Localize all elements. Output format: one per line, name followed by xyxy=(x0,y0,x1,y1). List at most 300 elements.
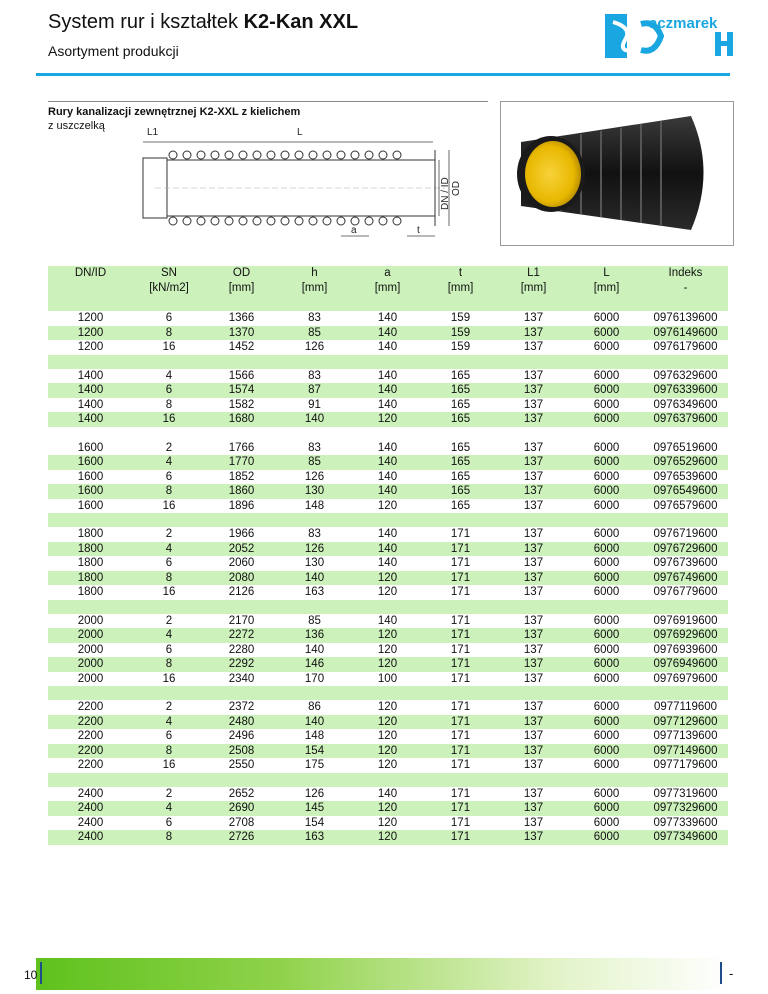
table-cell: 8 xyxy=(133,657,205,672)
table-cell: 140 xyxy=(351,556,424,571)
footer-tick-right xyxy=(720,962,722,984)
table-cell: 137 xyxy=(497,816,570,831)
table-cell: 120 xyxy=(351,643,424,658)
table-cell: 171 xyxy=(424,816,497,831)
table-cell: 6000 xyxy=(570,542,643,557)
table-cell: 120 xyxy=(351,758,424,773)
table-row xyxy=(48,643,728,658)
table-cell: 2170 xyxy=(205,614,278,629)
table-row xyxy=(48,470,728,485)
table-cell: 6000 xyxy=(570,758,643,773)
table-cell: 6 xyxy=(133,383,205,398)
table-row xyxy=(48,398,728,413)
table-cell: 2372 xyxy=(205,700,278,715)
table-cell: 1582 xyxy=(205,398,278,413)
table-cell: 140 xyxy=(351,455,424,470)
table-row xyxy=(48,499,728,514)
table-cell: 0977139600 xyxy=(643,729,728,744)
table-cell: 0977149600 xyxy=(643,744,728,759)
table-cell: 165 xyxy=(424,412,497,427)
header-cell: [mm] xyxy=(570,281,643,296)
table-cell: 6000 xyxy=(570,556,643,571)
table-cell: 1600 xyxy=(48,470,133,485)
table-cell: 87 xyxy=(278,383,351,398)
table-cell: 8 xyxy=(133,398,205,413)
table-cell: 140 xyxy=(351,470,424,485)
table-cell: 6000 xyxy=(570,729,643,744)
table-cell: 140 xyxy=(278,715,351,730)
header-row xyxy=(48,296,728,311)
table-cell: 171 xyxy=(424,556,497,571)
header-cell: t xyxy=(424,266,497,281)
header-cell xyxy=(48,296,133,311)
table-cell: 2496 xyxy=(205,729,278,744)
table-cell: 137 xyxy=(497,700,570,715)
table-cell: 171 xyxy=(424,715,497,730)
table-cell: 0976179600 xyxy=(643,340,728,355)
table-cell: 165 xyxy=(424,383,497,398)
table-cell: 137 xyxy=(497,571,570,586)
table-cell: 0977319600 xyxy=(643,787,728,802)
table-cell: 2 xyxy=(133,441,205,456)
table-cell: 1860 xyxy=(205,484,278,499)
header-cell: [kN/m2] xyxy=(133,281,205,296)
table-cell: 2000 xyxy=(48,628,133,643)
header-cell xyxy=(351,296,424,311)
table-cell: 6000 xyxy=(570,657,643,672)
table-cell: 6000 xyxy=(570,585,643,600)
table-cell: 145 xyxy=(278,801,351,816)
table-cell: 0976529600 xyxy=(643,455,728,470)
table-cell: 140 xyxy=(351,787,424,802)
table-cell: 4 xyxy=(133,801,205,816)
table-cell: 1200 xyxy=(48,326,133,341)
table-row xyxy=(48,729,728,744)
table-cell: 1452 xyxy=(205,340,278,355)
table-cell: 0976149600 xyxy=(643,326,728,341)
table-cell: 120 xyxy=(351,499,424,514)
table-cell: 120 xyxy=(351,830,424,845)
table-cell: 2708 xyxy=(205,816,278,831)
table-cell: 1852 xyxy=(205,470,278,485)
table-row xyxy=(48,441,728,456)
table-cell: 0976929600 xyxy=(643,628,728,643)
table-cell: 0976379600 xyxy=(643,412,728,427)
table-cell: 16 xyxy=(133,499,205,514)
section-subtitle: z uszczelką xyxy=(48,120,105,132)
title-bold: K2-Kan XXL xyxy=(243,11,359,33)
table-cell: 140 xyxy=(351,484,424,499)
table-cell: 120 xyxy=(351,729,424,744)
table-cell: 6000 xyxy=(570,455,643,470)
table-cell: 1800 xyxy=(48,556,133,571)
table-cell: 2400 xyxy=(48,816,133,831)
dim-a-label: a xyxy=(351,225,357,236)
table-cell: 140 xyxy=(351,383,424,398)
table-cell: 171 xyxy=(424,758,497,773)
table-cell: 8 xyxy=(133,571,205,586)
table-cell: 140 xyxy=(278,571,351,586)
table-cell: 120 xyxy=(351,585,424,600)
table-cell: 16 xyxy=(133,672,205,687)
table-cell: 2400 xyxy=(48,830,133,845)
table-cell: 83 xyxy=(278,441,351,456)
table-cell: 2652 xyxy=(205,787,278,802)
table-cell: 1574 xyxy=(205,383,278,398)
table-cell: 1400 xyxy=(48,412,133,427)
table-cell: 2000 xyxy=(48,643,133,658)
table-cell: 6000 xyxy=(570,383,643,398)
table-cell: 171 xyxy=(424,700,497,715)
table-cell: 91 xyxy=(278,398,351,413)
table-cell: 163 xyxy=(278,585,351,600)
table-row xyxy=(48,542,728,557)
header-cell: Indeks xyxy=(643,266,728,281)
table-cell: 137 xyxy=(497,672,570,687)
table-cell: 1200 xyxy=(48,340,133,355)
table-cell: 137 xyxy=(497,585,570,600)
company-logo xyxy=(603,10,736,62)
table-cell: 8 xyxy=(133,744,205,759)
table-cell: 2000 xyxy=(48,614,133,629)
table-cell: 2508 xyxy=(205,744,278,759)
table-cell: 0977129600 xyxy=(643,715,728,730)
table-cell: 0976779600 xyxy=(643,585,728,600)
table-cell: 137 xyxy=(497,484,570,499)
header-cell: h xyxy=(278,266,351,281)
group-spacer xyxy=(48,686,728,700)
dim-dnid-label: DN / ID xyxy=(440,177,451,210)
table-row xyxy=(48,455,728,470)
table-cell: 6 xyxy=(133,729,205,744)
header-cell: SN xyxy=(133,266,205,281)
table-cell: 148 xyxy=(278,499,351,514)
table-cell: 0976349600 xyxy=(643,398,728,413)
table-cell: 6000 xyxy=(570,499,643,514)
table-cell: 137 xyxy=(497,369,570,384)
table-cell: 4 xyxy=(133,542,205,557)
table-cell: 137 xyxy=(497,715,570,730)
table-cell: 140 xyxy=(351,527,424,542)
table-cell: 120 xyxy=(351,700,424,715)
header-cell: OD xyxy=(205,266,278,281)
table-cell: 6000 xyxy=(570,398,643,413)
table-cell: 165 xyxy=(424,484,497,499)
table-cell: 6 xyxy=(133,816,205,831)
table-cell: 126 xyxy=(278,542,351,557)
table-cell: 8 xyxy=(133,830,205,845)
table-cell: 137 xyxy=(497,311,570,326)
table-row xyxy=(48,801,728,816)
table-cell: 6000 xyxy=(570,787,643,802)
table-cell: 2280 xyxy=(205,643,278,658)
table-cell: 137 xyxy=(497,744,570,759)
header-cell xyxy=(497,296,570,311)
table-row xyxy=(48,700,728,715)
table-cell: 0976549600 xyxy=(643,484,728,499)
table-cell: 6000 xyxy=(570,801,643,816)
table-cell: 16 xyxy=(133,585,205,600)
table-cell: 126 xyxy=(278,470,351,485)
table-cell: 136 xyxy=(278,628,351,643)
table-cell: 2000 xyxy=(48,657,133,672)
table-cell: 137 xyxy=(497,556,570,571)
table-cell: 140 xyxy=(351,441,424,456)
pipe-photo xyxy=(500,101,734,246)
table-cell: 0976719600 xyxy=(643,527,728,542)
table-cell: 0976979600 xyxy=(643,672,728,687)
table-cell: 140 xyxy=(351,398,424,413)
table-cell: 137 xyxy=(497,787,570,802)
table-cell: 126 xyxy=(278,787,351,802)
table-cell: 146 xyxy=(278,657,351,672)
table-cell: 140 xyxy=(351,311,424,326)
group-spacer xyxy=(48,513,728,527)
table-cell: 137 xyxy=(497,628,570,643)
table-cell: 1400 xyxy=(48,398,133,413)
table-cell: 1800 xyxy=(48,542,133,557)
dim-l1-label: L1 xyxy=(147,127,159,138)
table-cell: 0976139600 xyxy=(643,311,728,326)
table-cell: 137 xyxy=(497,398,570,413)
table-cell: 2200 xyxy=(48,758,133,773)
table-cell: 86 xyxy=(278,700,351,715)
table-cell: 2060 xyxy=(205,556,278,571)
table-cell: 165 xyxy=(424,470,497,485)
table-cell: 171 xyxy=(424,729,497,744)
table-cell: 120 xyxy=(351,715,424,730)
section-title: Rury kanalizacji zewnętrznej K2-XXL z kielichem xyxy=(48,106,301,118)
table-cell: 137 xyxy=(497,758,570,773)
table-cell: 137 xyxy=(497,527,570,542)
table-cell: 2550 xyxy=(205,758,278,773)
table-cell: 83 xyxy=(278,311,351,326)
header-divider xyxy=(36,73,730,76)
table-cell: 137 xyxy=(497,801,570,816)
header-cell: - xyxy=(643,281,728,296)
table-cell: 0977179600 xyxy=(643,758,728,773)
footer-tick-left xyxy=(40,962,42,984)
table-cell: 2 xyxy=(133,614,205,629)
table-cell: 137 xyxy=(497,340,570,355)
section-divider xyxy=(48,101,488,102)
table-cell: 0976749600 xyxy=(643,571,728,586)
table-row xyxy=(48,340,728,355)
table-row xyxy=(48,571,728,586)
table-cell: 171 xyxy=(424,542,497,557)
dim-l-label: L xyxy=(297,127,303,138)
table-cell: 1680 xyxy=(205,412,278,427)
dim-t-label: t xyxy=(417,225,420,236)
table-cell: 2126 xyxy=(205,585,278,600)
page-title xyxy=(48,11,358,34)
table-cell: 6000 xyxy=(570,628,643,643)
header-row xyxy=(48,266,728,281)
table-cell: 140 xyxy=(351,326,424,341)
table-cell: 148 xyxy=(278,729,351,744)
header-cell xyxy=(278,296,351,311)
header-cell: [mm] xyxy=(351,281,424,296)
header-cell: [mm] xyxy=(205,281,278,296)
table-cell: 6 xyxy=(133,643,205,658)
table-row xyxy=(48,585,728,600)
table-cell: 137 xyxy=(497,499,570,514)
table-cell: 1800 xyxy=(48,585,133,600)
table-cell: 1896 xyxy=(205,499,278,514)
table-cell: 159 xyxy=(424,326,497,341)
table-cell: 4 xyxy=(133,455,205,470)
table-cell: 140 xyxy=(351,614,424,629)
table-cell: 171 xyxy=(424,571,497,586)
table-cell: 0976579600 xyxy=(643,499,728,514)
table-cell: 0976939600 xyxy=(643,643,728,658)
table-cell: 165 xyxy=(424,499,497,514)
table-cell: 154 xyxy=(278,816,351,831)
table-cell: 85 xyxy=(278,455,351,470)
header-cell: L1 xyxy=(497,266,570,281)
table-cell: 6 xyxy=(133,556,205,571)
table-cell: 1400 xyxy=(48,383,133,398)
table-row xyxy=(48,787,728,802)
table-cell: 2400 xyxy=(48,801,133,816)
table-cell: 1770 xyxy=(205,455,278,470)
table-row xyxy=(48,816,728,831)
table-cell: 85 xyxy=(278,614,351,629)
table-cell: 0976729600 xyxy=(643,542,728,557)
header-cell: [mm] xyxy=(278,281,351,296)
table-cell: 140 xyxy=(278,412,351,427)
table-cell: 171 xyxy=(424,628,497,643)
table-cell: 85 xyxy=(278,326,351,341)
header-cell: [mm] xyxy=(497,281,570,296)
table-cell: 171 xyxy=(424,787,497,802)
table-cell: 0976329600 xyxy=(643,369,728,384)
table-cell: 4 xyxy=(133,369,205,384)
table-row xyxy=(48,556,728,571)
header-cell xyxy=(48,281,133,296)
table-cell: 6000 xyxy=(570,470,643,485)
table-row xyxy=(48,628,728,643)
table-cell: 2690 xyxy=(205,801,278,816)
table-cell: 120 xyxy=(351,412,424,427)
table-cell: 0977329600 xyxy=(643,801,728,816)
table-cell: 171 xyxy=(424,585,497,600)
table-cell: 1600 xyxy=(48,484,133,499)
table-cell: 6000 xyxy=(570,816,643,831)
table-cell: 6 xyxy=(133,470,205,485)
table-row xyxy=(48,311,728,326)
table-cell: 6000 xyxy=(570,484,643,499)
table-cell: 0976539600 xyxy=(643,470,728,485)
table-cell: 6000 xyxy=(570,715,643,730)
table-cell: 1800 xyxy=(48,571,133,586)
table-cell: 2480 xyxy=(205,715,278,730)
header-cell xyxy=(133,296,205,311)
logo-text: aczmarek xyxy=(649,15,718,32)
table-cell: 1800 xyxy=(48,527,133,542)
table-cell: 137 xyxy=(497,441,570,456)
table-cell: 165 xyxy=(424,455,497,470)
page-number: 10 xyxy=(24,968,38,982)
table-cell: 6000 xyxy=(570,412,643,427)
table-row xyxy=(48,830,728,845)
table-cell: 6000 xyxy=(570,527,643,542)
table-cell: 120 xyxy=(351,571,424,586)
table-cell: 4 xyxy=(133,628,205,643)
table-cell: 1370 xyxy=(205,326,278,341)
table-cell: 165 xyxy=(424,369,497,384)
pipe-technical-drawing xyxy=(115,122,470,248)
table-cell: 120 xyxy=(351,657,424,672)
table-cell: 1200 xyxy=(48,311,133,326)
table-cell: 2272 xyxy=(205,628,278,643)
table-cell: 171 xyxy=(424,672,497,687)
table-cell: 1566 xyxy=(205,369,278,384)
table-cell: 2292 xyxy=(205,657,278,672)
table-cell: 163 xyxy=(278,830,351,845)
table-cell: 8 xyxy=(133,326,205,341)
table-cell: 6000 xyxy=(570,369,643,384)
table-cell: 137 xyxy=(497,383,570,398)
table-cell: 137 xyxy=(497,542,570,557)
table-cell: 16 xyxy=(133,758,205,773)
table-cell: 100 xyxy=(351,672,424,687)
table-cell: 6000 xyxy=(570,614,643,629)
table-cell: 130 xyxy=(278,556,351,571)
table-row xyxy=(48,484,728,499)
table-cell: 1400 xyxy=(48,369,133,384)
table-cell: 137 xyxy=(497,412,570,427)
table-cell: 2200 xyxy=(48,744,133,759)
header-cell xyxy=(643,296,728,311)
table-cell: 6000 xyxy=(570,830,643,845)
table-cell: 8 xyxy=(133,484,205,499)
header-row xyxy=(48,281,728,296)
table-row xyxy=(48,758,728,773)
group-spacer xyxy=(48,355,728,369)
table-cell: 2200 xyxy=(48,700,133,715)
table-cell: 0976519600 xyxy=(643,441,728,456)
table-cell: 137 xyxy=(497,830,570,845)
table-cell: 170 xyxy=(278,672,351,687)
table-cell: 2 xyxy=(133,700,205,715)
table-cell: 6000 xyxy=(570,744,643,759)
table-cell: 171 xyxy=(424,643,497,658)
table-cell: 165 xyxy=(424,441,497,456)
header-cell: DN/ID xyxy=(48,266,133,281)
header-cell xyxy=(205,296,278,311)
table-cell: 2726 xyxy=(205,830,278,845)
table-cell: 137 xyxy=(497,643,570,658)
table-cell: 2400 xyxy=(48,787,133,802)
table-cell: 120 xyxy=(351,744,424,759)
table-cell: 120 xyxy=(351,628,424,643)
table-cell: 171 xyxy=(424,614,497,629)
table-cell: 1600 xyxy=(48,441,133,456)
header-cell xyxy=(570,296,643,311)
table-cell: 83 xyxy=(278,527,351,542)
table-cell: 0977339600 xyxy=(643,816,728,831)
table-row xyxy=(48,614,728,629)
table-cell: 171 xyxy=(424,744,497,759)
table-cell: 137 xyxy=(497,470,570,485)
table-cell: 137 xyxy=(497,657,570,672)
table-cell: 120 xyxy=(351,816,424,831)
table-cell: 83 xyxy=(278,369,351,384)
table-cell: 6000 xyxy=(570,311,643,326)
table-cell: 1766 xyxy=(205,441,278,456)
table-cell: 6000 xyxy=(570,672,643,687)
